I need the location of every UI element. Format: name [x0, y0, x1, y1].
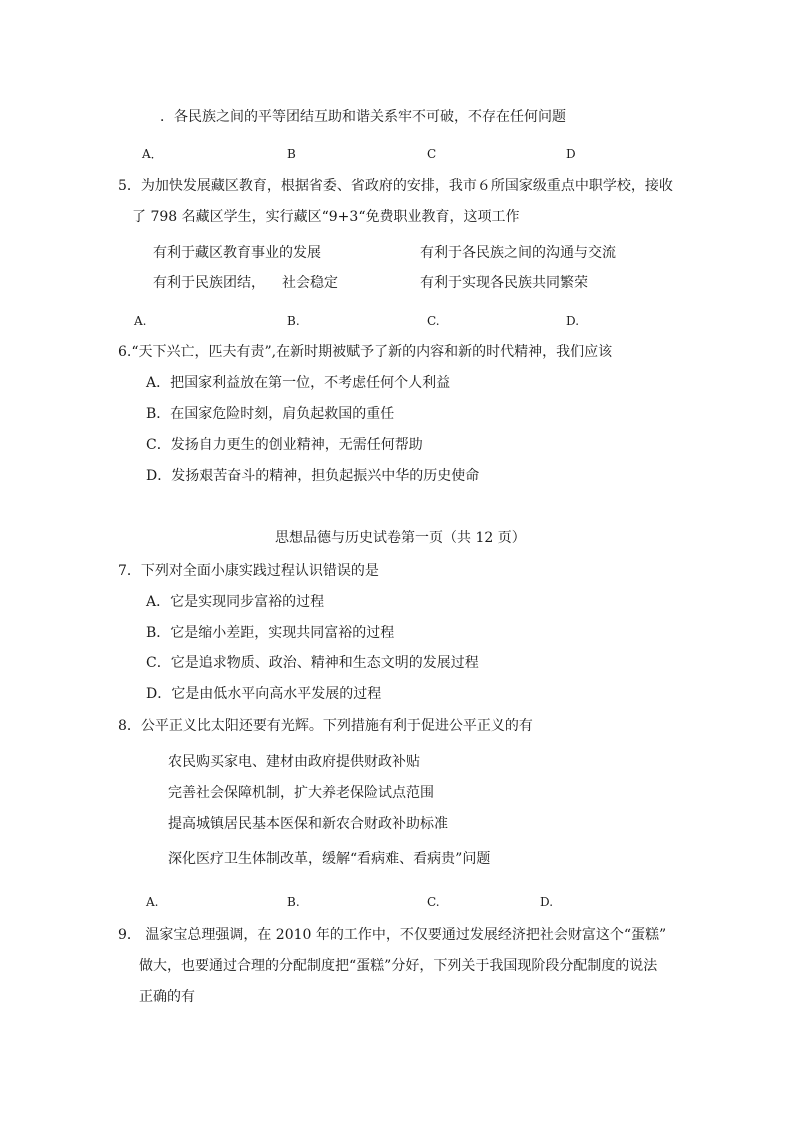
q8-option-c: C. [427, 895, 440, 909]
q6-stem: 6.“天下兴亡，匹夫有责”,在新时期被赋予了新的内容和新的时代精神，我们应该 [118, 344, 613, 360]
q6-choice-d: D．发扬艰苦奋斗的精神，担负起振兴中华的历史使命 [146, 468, 480, 484]
q9-stem-line1: 9． 温家宝总理强调，在 2010 年的工作中，不仅要通过发展经济把社会财富这个“蛋糕” [118, 927, 667, 943]
q7-choice-a: A．它是实现同步富裕的过程 [146, 594, 325, 610]
q5-option-a: A. [134, 314, 147, 328]
q8-statement-4: 深化医疗卫生体制改革，缓解“看病难、看病贵”问题 [168, 851, 491, 867]
q8-option-b: B. [287, 895, 300, 909]
q4-option-d: D [566, 147, 576, 161]
q8-option-d: D. [540, 895, 554, 909]
q6-choice-a: A．把国家利益放在第一位，不考虑任何个人利益 [146, 375, 451, 391]
q5-statement-3b: 社会稳定 [282, 275, 338, 291]
q5-statement-1: 有利于藏区教育事业的发展 [153, 245, 321, 261]
q7-choice-c: C．它是追求物质、政治、精神和生态文明的发展过程 [146, 655, 479, 671]
q8-statement-2: 完善社会保障机制，扩大养老保险试点范围 [168, 785, 434, 801]
q8-option-a: A. [146, 895, 159, 909]
q5-statement-4: 有利于实现各民族共同繁荣 [420, 275, 588, 291]
q8-statement-3: 提高城镇居民基本医保和新农合财政补助标准 [168, 816, 448, 832]
q4-option-c: C [427, 147, 437, 161]
page-footer: 思想品德与历史试卷第一页（共 12 页） [275, 530, 526, 546]
q9-stem-line3: 正确的有 [139, 989, 195, 1005]
q9-stem-line2: 做大，也要通过合理的分配制度把“蛋糕”分好，下列关于我国现阶段分配制度的说法 [139, 958, 658, 974]
q5-stem-line1: 5．为加快发展藏区教育，根据省委、省政府的安排，我市６所国家级重点中职学校，接收 [118, 178, 673, 194]
q4-option-b: B [287, 147, 296, 161]
q7-stem: 7．下列对全面小康实践过程认识错误的是 [118, 563, 379, 579]
q5-option-d: D. [566, 314, 580, 328]
q5-statement-2: 有利于各民族之间的沟通与交流 [420, 245, 616, 261]
q4-option-a: A． [142, 147, 163, 161]
q6-choice-b: B．在国家危险时刻，肩负起救国的重任 [146, 406, 395, 422]
q5-stem-line2: 了 798 名藏区学生，实行藏区“9+3“免费职业教育，这项工作 [132, 209, 520, 225]
q7-choice-d: D．它是由低水平向高水平发展的过程 [146, 686, 382, 702]
q5-statement-3: 有利于民族团结， [153, 275, 265, 291]
q6-choice-c: C．发扬自力更生的创业精神，无需任何帮助 [146, 437, 423, 453]
q7-choice-b: B．它是缩小差距，实现共同富裕的过程 [146, 625, 395, 641]
q5-option-c: C. [427, 314, 440, 328]
q4-statement: ．各民族之间的平等团结互助和谐关系牢不可破，不存在任何问题 [160, 109, 566, 125]
q8-statement-1: 农民购买家电、建材由政府提供财政补贴 [168, 754, 420, 770]
q5-option-b: B. [287, 314, 300, 328]
q8-stem: 8．公平正义比太阳还要有光辉。下列措施有利于促进公平正义的有 [118, 718, 533, 734]
